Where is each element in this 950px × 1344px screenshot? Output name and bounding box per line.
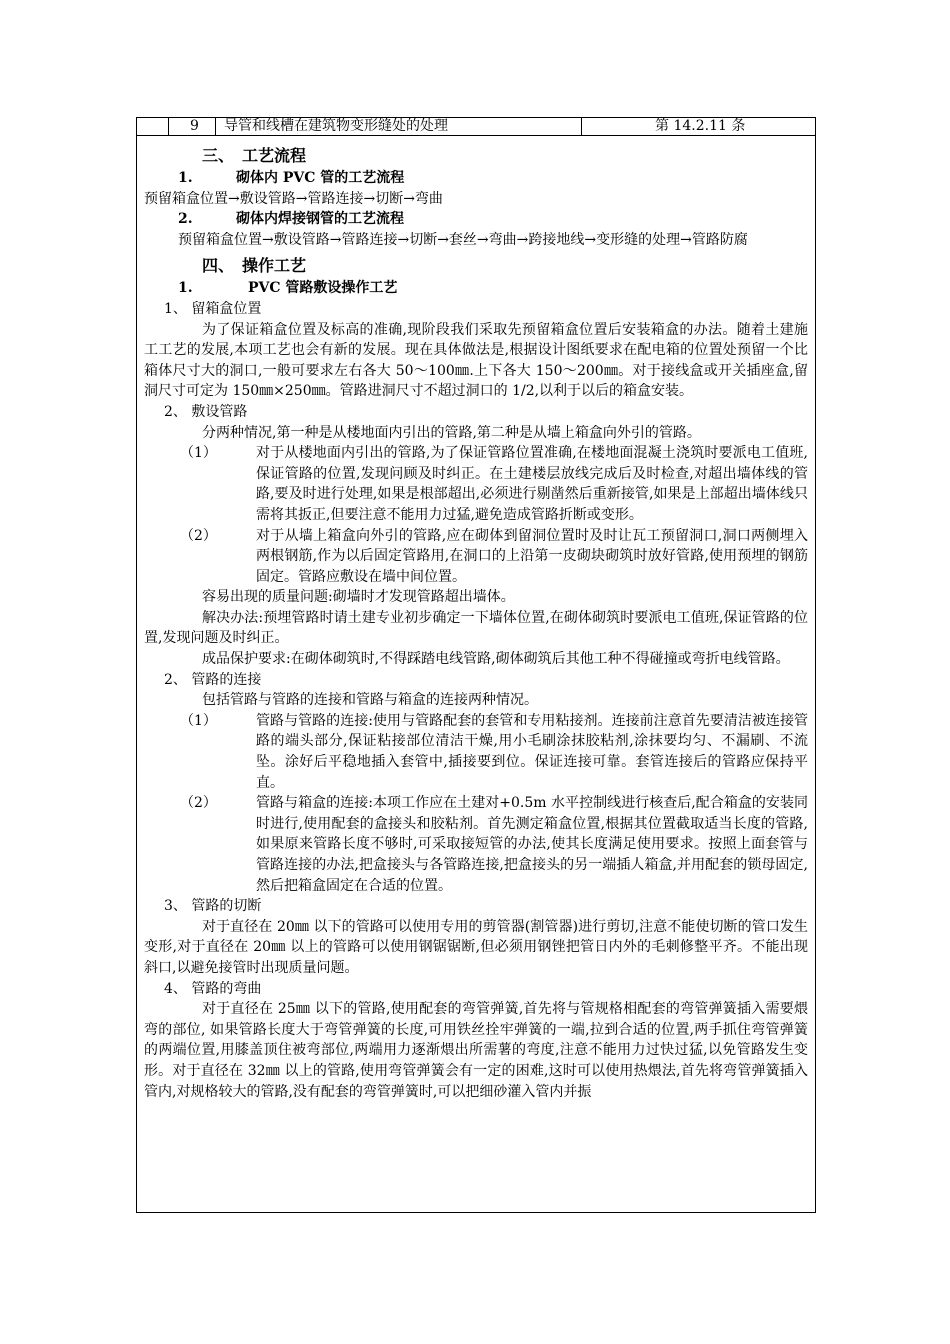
numbered-item: （1） 对于从楼地面内引出的管路,为了保证管路位置准确,在楼地面混凝土浇筑时要派电工值班,保证管路的位置,发现问顾及时纠正。在土建楼层放线完成后及时检查,对超出墙体线的管路,要及时进行处理,如果是根部超出,必须进行剔凿然后重新接管,如果是上部超出墙体线只需将其扳正,但要注意不能用力过猛,避免造成管路折断或变形。 — [180, 445, 808, 523]
item-heading: 2、 敷设管路 — [164, 403, 248, 420]
paragraph: 对于直径在 20㎜ 以下的管路可以使用专用的剪管器(割管器)进行剪切,注意不能使切断的管口发生变形,对于直径在 20㎜ 以上的管路可以使用钢锯锯断,但必须用钢锉把管日内外的毛刺修整平齐。不能出现斜口,以避免接管时出现质量问题。 — [144, 918, 808, 976]
item-heading: 2、 管路的连接 — [164, 671, 262, 688]
table-row — [136, 117, 816, 136]
row-index: 9 — [190, 118, 199, 134]
row-item: 导管和线槽在建筑物变形缝处的处理 — [224, 118, 448, 134]
paragraph: 分两种情况,第一种是从楼地面内引出的管路,第二种是从墙上箱盒向外引的管路。 — [202, 424, 701, 441]
numbered-item: （2） 管路与箱盒的连接:本项工作应在土建对+0.5m 水平控制线进行核查后,配合箱盒的安装同时进行,使用配套的盒接头和胶粘剂。首先测定箱盒位置,根据其位置截取适当长度的管路,如果原来管路长度不够时,可采取接短管的办法,使其长度满足使用要求。按照上面套管与管路连接的办法,把盒接头与各管路连接,把盒接头的另一端插人箱盒,并用配套的锁母固定,然后把箱盒固定在合适的位置。 — [180, 795, 808, 894]
section-heading: 四、 操作工艺 — [202, 256, 307, 276]
paragraph: 包括管路与管路的连接和管路与箱盒的连接两种情况。 — [202, 692, 538, 709]
numbered-item: （2） 对于从墙上箱盒向外引的管路,应在砌体到留洞位置时及时让瓦工预留洞口,洞口两侧埋入两根钢筋,作为以后固定管路用,在洞口的上沿第一皮砌块砌筑时放好管路,使用预埋的钢筋固定。管路应敷设在墙中间位置。 — [180, 527, 808, 585]
process-flow: 预留箱盒位置→敷设管路→管路连接→切断→弯曲 — [144, 190, 443, 207]
subsection-heading: 2. 砌体内焊接钢管的工艺流程 — [178, 211, 404, 228]
paragraph: 为了保证箱盒位置及标高的准确,现阶段我们采取先预留箱盒位置后安装箱盒的办法。随着土建施工工艺的发展,本项工艺也会有新的发展。现在具体做法是,根据设计图纸要求在配电箱的位置处预留一个比箱体尺寸大的洞口,一般可要求左右各大 50～100㎜.上下各大 150～200㎜。对于接线盒或开关插座盒,留洞尺寸可定为 150㎜×250㎜。管路进洞尺寸不超过洞口的 1/2,以利于以后的箱盒安装。 — [144, 321, 808, 400]
document-body — [144, 140, 808, 1102]
item-heading: 3、 管路的切断 — [164, 898, 262, 915]
paragraph: 容易出现的质量问题:砌墙时才发现管路超出墙体。 — [202, 589, 515, 606]
subsection-heading: 1. 砌体内 PVC 管的工艺流程 — [178, 170, 405, 186]
item-heading: 4、 管路的弯曲 — [164, 980, 262, 997]
row-clause: 第 14.2.11 条 — [655, 118, 746, 134]
paragraph: 成品保护要求:在砌体砌筑时,不得踩踏电线管路,砌体砌筑后其他工种不得碰撞或弯折电线管路。 — [202, 651, 790, 668]
table-divider — [168, 117, 169, 136]
table-divider — [215, 117, 216, 136]
table-divider — [581, 117, 582, 136]
section-heading: 三、 工艺流程 — [202, 146, 307, 165]
process-flow: 预留箱盒位置→敷设管路→管路连接→切断→套丝→弯曲→跨接地线→变形缝的处理→管路防腐 — [178, 231, 748, 248]
subsection-heading: 1. PVC 管路敷设操作工艺 — [178, 280, 398, 297]
numbered-item: （1） 管路与管路的连接:使用与管路配套的套管和专用粘接剂。连接前注意首先要清洁被连接管路的端头部分,保证粘接部位清洁干燥,用小毛刷涂抹胶粘剂,涂抹要均匀、不漏刷、不流坠。涂好后平稳地插入套管中,插接要到位。保证连接可靠。套管连接后的管路应保持平直。 — [180, 712, 808, 791]
paragraph: 解决办法:预埋管路时请土建专业初步确定一下墙体位置,在砌体砌筑时要派电工值班,保证管路的位置,发现问题及时纠正。 — [144, 609, 808, 647]
paragraph: 对于直径在 25㎜ 以下的管路,使用配套的弯管弹簧,首先将与管规格相配套的弯管弹簧插入需要煨弯的部位, 如果管路长度大于弯管弹簧的长度,可用铁丝拴牢弹簧的一端,拉到合适的位置,两手抓住弯管弹簧的两端位置,用膝盖顶住被弯部位,两端用力逐渐煨出所需薯的弯度,注意不能用力过快过猛,以免管路发生变形。对于直径在 32㎜ 以上的管路,使用弯管弹簧会有一定的困难,这时可以使用热煨法,首先将弯管弹簧插入管内,对规格较大的管路,没有配套的弯管弹簧时,可以把细砂灌入管内并振 — [144, 1001, 808, 1100]
item-heading: 1、 留箱盒位置 — [164, 300, 262, 317]
